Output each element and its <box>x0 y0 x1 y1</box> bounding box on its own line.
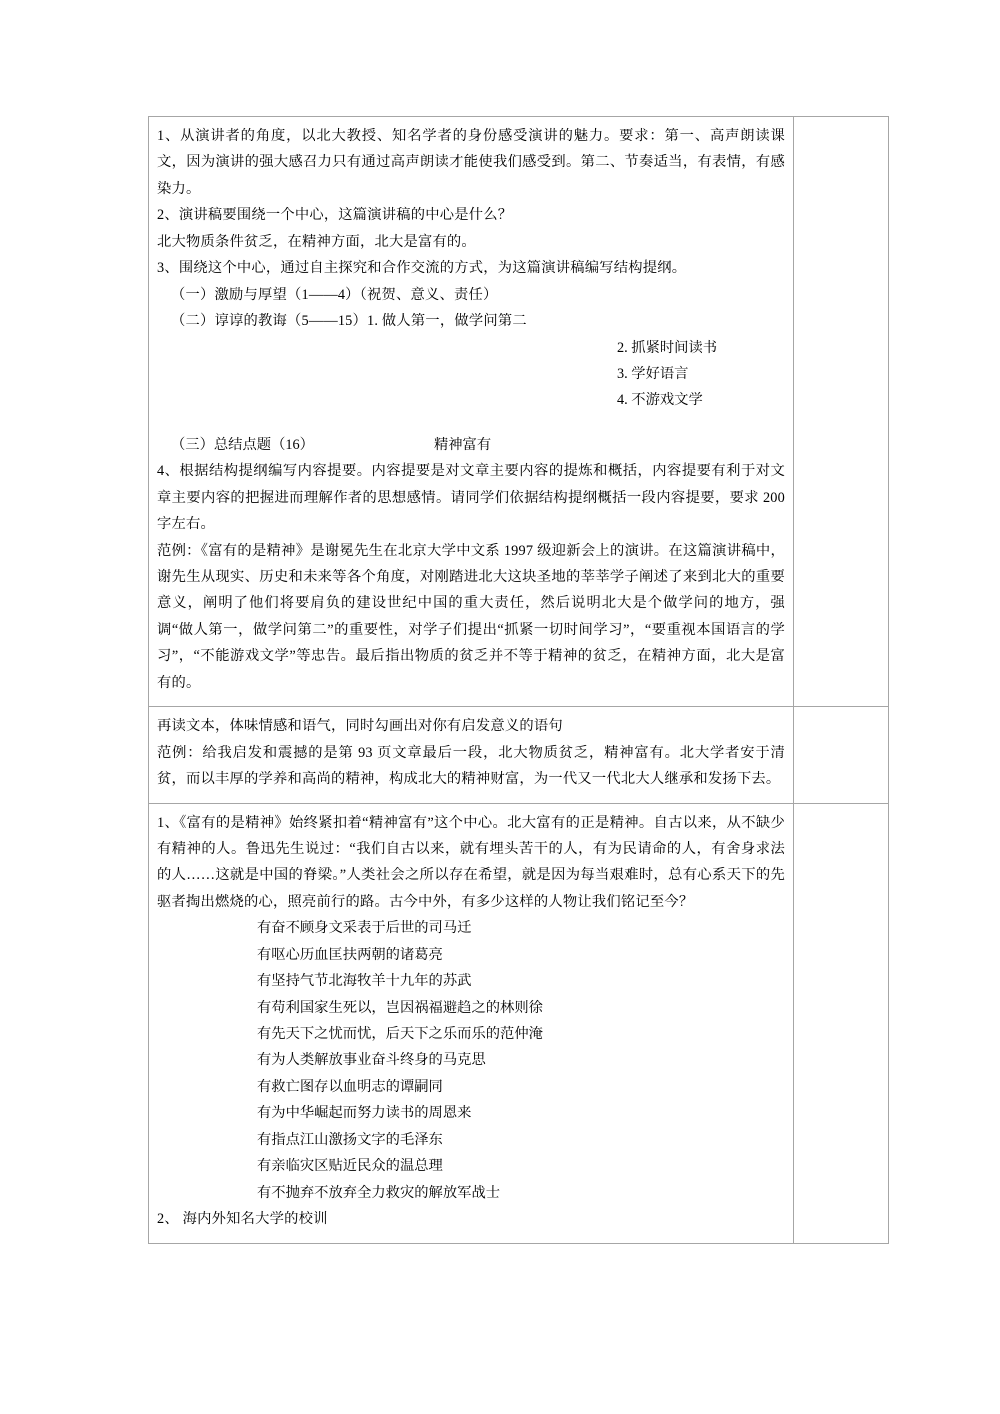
list-item: 有不抛弃不放弃全力救灾的解放军战士 <box>257 1184 501 1201</box>
outline-sub-item: 2. 抓紧时间读书 <box>617 339 718 356</box>
list-item: 有苟利国家生死以，岂因祸福避趋之的林则徐 <box>257 999 543 1016</box>
table-row <box>149 117 889 707</box>
activity-1-content-cell <box>149 117 794 707</box>
activity-1-note-cell <box>794 117 889 707</box>
outline-item: （一）激励与厚望（1——4）（祝贺、意义、责任） <box>171 286 498 303</box>
table-row <box>149 707 889 803</box>
paragraph: 1、《富有的是精神》始终紧扣着“精神富有”这个中心。北大富有的正是精神。自古以来，从不缺少有精神的人。鲁迅先生说过：“我们自古以来，就有埋头苦干的人，有为民请命的人，有舍身求法的人……这就是中国的脊梁。”人类社会之所以存在希望，就是因为每当艰难时，总有心系天下的先驱者掏出燃烧的心，照亮前行的路。古今中外，有多少这样的人物让我们铭记至今？ <box>157 814 785 910</box>
paragraph: 4、根据结构提纲编写内容提要。内容提要是对文章主要内容的提炼和概括，内容提要有利于对文章主要内容的把握进而理解作者的思想感情。请同学们依据结构提纲概括一段内容提要，要求 200 字左右。 <box>157 463 785 533</box>
spacer <box>157 414 785 432</box>
paragraph: 2、 海内外知名大学的校训 <box>157 1211 328 1228</box>
figure-list <box>157 915 785 1206</box>
outline-item: （二）谆谆的教诲（5——15）1. 做人第一，做学问第二 <box>171 313 527 330</box>
paragraph: 范例：给我启发和震撼的是第 93 页文章最后一段，北大物质贫乏，精神富有。北大学者安于清贫，而以丰厚的学养和高尚的精神，构成北大的精神财富，为一代又一代北大人继承和发扬下去。 <box>157 744 785 788</box>
paragraph: 北大物质条件贫乏，在精神方面，北大是富有的。 <box>157 233 476 250</box>
list-item: 有奋不顾身文采表于后世的司马迁 <box>257 920 472 937</box>
activity-2-note-cell <box>794 707 889 803</box>
outline-last-left: （三）总结点题（16） <box>171 436 314 453</box>
activity-3-content-cell <box>149 803 794 1243</box>
outline-last-row <box>157 432 785 458</box>
list-item: 有为人类解放事业奋斗终身的马克思 <box>257 1052 486 1069</box>
outline-last-right: 精神富有 <box>433 436 492 453</box>
paragraph: 3、围绕这个中心，通过自主探究和合作交流的方式，为这篇演讲稿编写结构提纲。 <box>157 260 687 277</box>
paragraph: 再读文本，体味情感和语气，同时勾画出对你有启发意义的语句 <box>157 718 563 735</box>
paragraph: 范例：《富有的是精神》是谢冕先生在北京大学中文系 1997 级迎新会上的演讲。在这篇演讲稿中，谢先生从现实、历史和未来等各个角度，对刚踏进北大这块圣地的莘莘学子阐述了来到北大的重要意义，阐明了他们将要肩负的建设世纪中国的重大责任，然后说明北大是个做学问的地方，强调“做人第一，做学问第二”的重要性，对学子们提出“抓紧一切时间学习”，“要重视本国语言的学习”，“不能游戏文学”等忠告。最后指出物质的贫乏并不等于精神的贫乏，在精神方面，北大是富有的。 <box>157 542 785 691</box>
lesson-plan-table <box>148 116 889 1244</box>
list-item: 有为中华崛起而努力读书的周恩来 <box>257 1105 472 1122</box>
paragraph: 1、从演讲者的角度，以北大教授、知名学者的身份感受演讲的魅力。要求：第一、高声朗读课文，因为演讲的强大感召力只有通过高声朗读才能使我们感受到。第二、节奏适当，有表情，有感染力。 <box>157 128 785 197</box>
paragraph: 2、演讲稿要围绕一个中心，这篇演讲稿的中心是什么？ <box>157 207 513 224</box>
list-item: 有救亡图存以血明志的谭嗣同 <box>257 1078 443 1095</box>
list-item: 有呕心历血匡扶两朝的诸葛亮 <box>257 946 443 963</box>
list-item: 有指点江山激扬文字的毛泽东 <box>257 1131 443 1148</box>
outline-sub-item: 3. 学好语言 <box>617 365 689 382</box>
list-item: 有坚持气节北海牧羊十九年的苏武 <box>257 973 472 990</box>
activity-2-content-cell <box>149 707 794 803</box>
activity-3-note-cell <box>794 803 889 1243</box>
outline-sub-item: 4. 不游戏文学 <box>617 392 703 409</box>
table-row <box>149 803 889 1243</box>
list-item: 有先天下之忧而忧，后天下之乐而乐的范仲淹 <box>257 1026 543 1042</box>
list-item: 有亲临灾区贴近民众的温总理 <box>257 1158 443 1175</box>
